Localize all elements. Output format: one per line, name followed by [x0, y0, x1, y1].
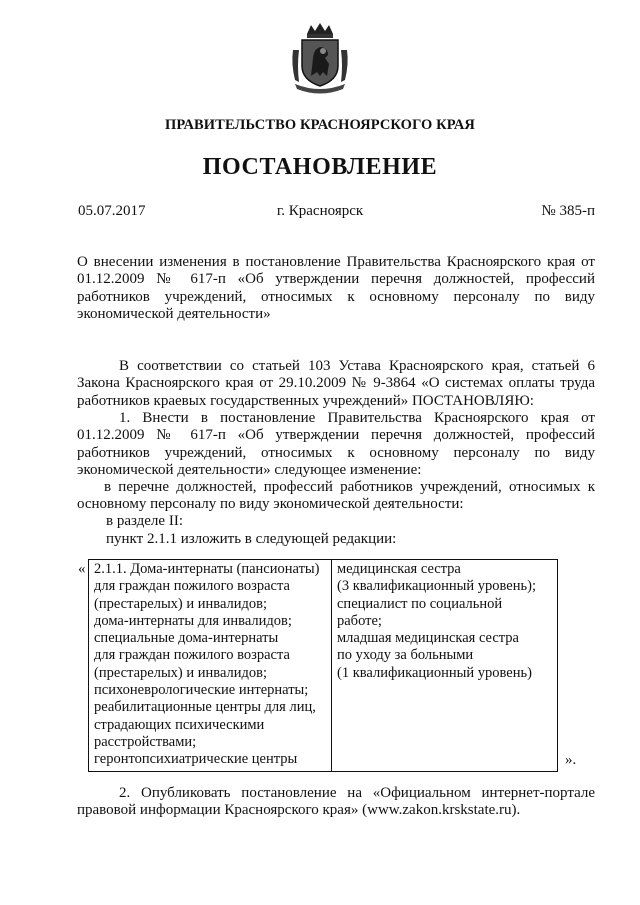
organization-title: ПРАВИТЕЛЬСТВО КРАСНОЯРСКОГО КРАЯ — [164, 117, 475, 133]
closing-quote: ». — [565, 752, 577, 768]
document-type-title: ПОСТАНОВЛЕНИЕ — [202, 154, 438, 180]
coat-of-arms-icon — [289, 20, 351, 96]
table-cell-line: (престарелых) и инвалидов; — [94, 664, 268, 681]
table-cell-line: для граждан пожилого возраста — [94, 578, 290, 595]
table-cell-line: (1 квалификационный уровень) — [337, 664, 532, 681]
item-2-paragraph: 2. Опубликовать постановление на «Официальном интернет-портале правовой информации Красноярского края» (www.zakon.krskstate.ru). — [77, 785, 595, 819]
table-cell-line: страдающих психическими — [94, 716, 265, 733]
document-number: № 385-п — [541, 203, 595, 219]
table-cell-line: работе; — [337, 612, 382, 629]
item-1-paragraph: 1. Внести в постановление Правительства Красноярского края от 01.12.2009 № 617-п «Об утверждении перечня должностей, профессий работников учреждений, относимых к основному персоналу по виду экономической деятельности» следующее изменение: — [77, 410, 595, 479]
table-cell-line: реабилитационные центры для лиц, — [94, 699, 316, 716]
table-cell-line: дома-интернаты для инвалидов; — [94, 612, 292, 629]
table-cell-line: младшая медицинская сестра — [337, 630, 519, 647]
table-cell-line: геронтопсихиатрические центры — [94, 751, 298, 768]
institutions-cell — [89, 560, 332, 772]
table-cell-line: (3 квалификационный уровень); — [337, 578, 536, 595]
table-cell-line: психоневрологические интернаты; — [94, 682, 309, 699]
table-cell-line: 2.1.1. Дома-интернаты (пансионаты) — [94, 561, 320, 577]
opening-quote: « — [78, 561, 86, 577]
table-cell-line: специальные дома-интернаты — [94, 630, 279, 647]
punkt-line: пункт 2.1.1 изложить в следующей редакции: — [106, 531, 397, 547]
section-line: в разделе II: — [106, 513, 183, 529]
table-row — [89, 560, 558, 772]
item-1-list-paragraph: в перечне должностей, профессий работников учреждений, относимых к основному персоналу по виду экономической деятельности: — [77, 479, 595, 513]
table-cell-line: по уходу за больными — [337, 647, 474, 664]
table-cell-line: специалист по социальной — [337, 595, 503, 612]
document-date: 05.07.2017 — [78, 203, 146, 219]
positions-cell — [332, 560, 558, 772]
table-cell-line: (престарелых) и инвалидов; — [94, 595, 268, 612]
preamble-paragraph: В соответствии со статьей 103 Устава Красноярского края, статьей 6 Закона Красноярского края от 29.10.2009 № 9-3864 «О системах оплаты труда работников краевых государственных учреждений» ПОСТАНОВЛЯЮ: — [77, 358, 595, 409]
document-city: г. Красноярск — [276, 203, 364, 219]
amendment-table — [88, 559, 558, 772]
document-subject: О внесении изменения в постановление Правительства Красноярского края от 01.12.2009 № 617-п «Об утверждении перечня должностей, профессий работников учреждений, относимых к основному персоналу по виду экономической деятельности» — [77, 254, 595, 323]
table-cell-line: медицинская сестра — [337, 561, 461, 577]
table-cell-line: расстройствами; — [94, 733, 197, 750]
table-cell-line: для граждан пожилого возраста — [94, 647, 290, 664]
